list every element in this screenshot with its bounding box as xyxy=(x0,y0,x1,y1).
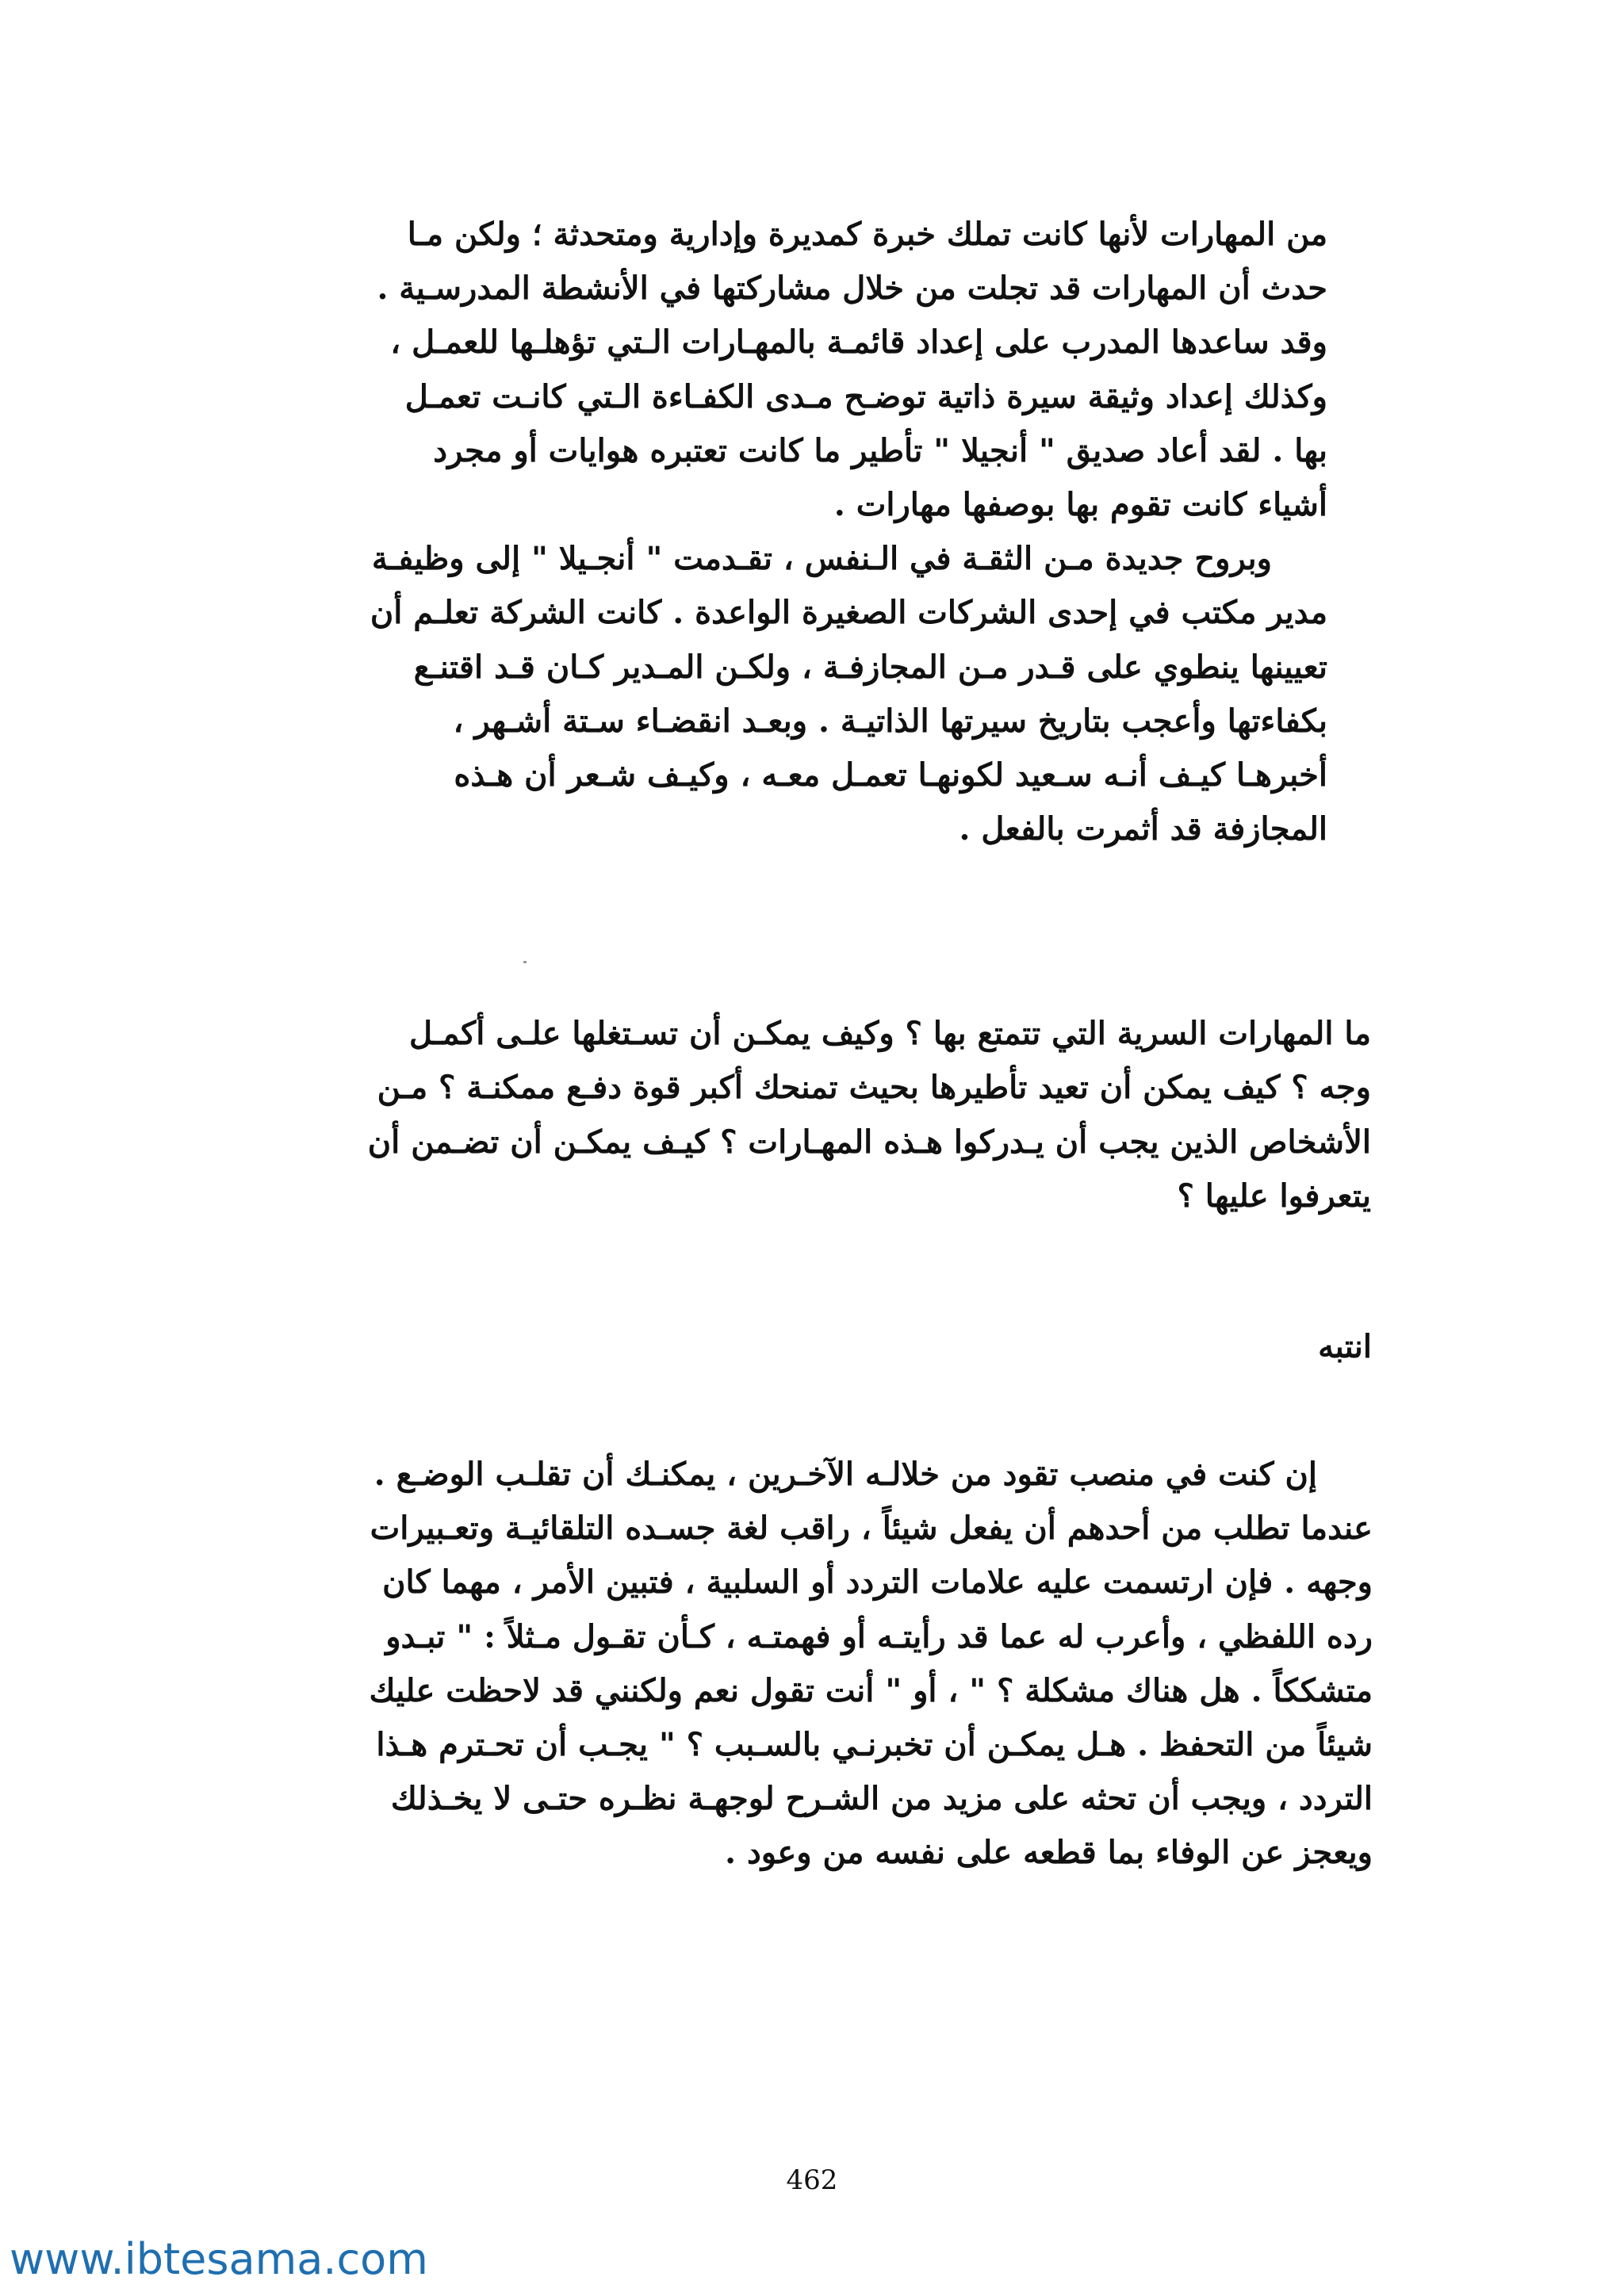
text-line: من المهارات لأنها كانت تملك خبرة كمديرة وإدارية ومتحدثة ؛ ولكن مـا xyxy=(407,216,1327,253)
website-watermark: www.ibtesama.com xyxy=(10,2234,428,2284)
text-line: حدث أن المهارات قد تجلت من خلال مشاركتها في الأنشطة المدرسـية . xyxy=(377,270,1327,308)
text-line: وجهه . فإن ارتسمت عليه علامات التردد أو السلبية ، فتبين الأمر ، مهما كان xyxy=(382,1563,1373,1601)
text-line: الأشخاص الذين يجب أن يـدركوا هـذه المهـارات ؟ كيـف يمكـن أن تضـمن أن xyxy=(367,1123,1371,1161)
text-line: أشياء كانت تقوم بها بوصفها مهارات . xyxy=(833,485,1327,523)
scan-speck xyxy=(523,961,527,963)
text-line: التردد ، ويجب أن تحثه على مزيد من الشـرح لوجهـة نظـره حتـى لا يخـذلك xyxy=(390,1780,1373,1818)
text-line: أخبرهـا كيـف أنـه سـعيد لكونهـا تعمـل معـه ، وكيـف شـعر أن هـذه xyxy=(454,756,1327,794)
text-line: تعيينها ينطوي على قـدر مـن المجازفـة ، ولكـن المـدير كـان قـد اقتنـع xyxy=(413,648,1327,686)
text-line: بكفاءتها وأعجب بتاريخ سيرتها الذاتيـة . وبعـد انقضـاء سـتة أشـهر ، xyxy=(453,702,1327,740)
text-line: بها . لقد أعاد صديق " أنجيلا " تأطير ما كانت تعتبره هوايات أو مجرد xyxy=(433,431,1327,469)
text-line: وجه ؟ كيف يمكن أن تعيد تأطيرها بحيث تمنحك أكبر قوة دفـع ممكنـة ؟ مـن xyxy=(377,1069,1371,1107)
text-line: يتعرفوا عليها ؟ xyxy=(1177,1177,1371,1215)
attention-paragraph xyxy=(271,1448,1373,1881)
text-line: متشككاً . هل هناك مشكلة ؟ " ، أو " أنت تقول نعم ولكنني قد لاحظت عليك xyxy=(369,1671,1373,1709)
page-number: 462 xyxy=(786,2164,838,2196)
text-line: ما المهارات السرية التي تتمتع بها ؟ وكيف يمكـن أن تسـتغلها علـى أكمـل xyxy=(409,1015,1371,1052)
story-paragraphs xyxy=(325,208,1327,856)
text-line: وقد ساعدها المدرب على إعداد قائمـة بالمهـارات الـتي تؤهلـها للعمـل ، xyxy=(390,323,1327,362)
section-heading: انتبه xyxy=(1318,1328,1372,1365)
questions-paragraph xyxy=(274,1007,1371,1223)
text-line: وكذلك إعداد وثيقة سيرة ذاتية توضـح مـدى الكفـاءة الـتي كانـت تعمـل xyxy=(404,377,1327,415)
text-line: مدير مكتب في إحدى الشركات الصغيرة الواعدة . كانت الشركة تعلـم أن xyxy=(370,594,1327,632)
text-line: عندما تطلب من أحدهم أن يفعل شيئاً ، راقب لغة جسـده التلقائيـة وتعـبيرات xyxy=(370,1510,1373,1548)
text-line: المجازفة قد أثمرت بالفعل . xyxy=(959,810,1327,848)
text-line: إن كنت في منصب تقود من خلالـه الآخـرين ، يمكنـك أن تقلـب الوضـع . xyxy=(373,1456,1317,1493)
text-line: ويعجز عن الوفاء بما قطعه على نفسه من وعود . xyxy=(725,1834,1373,1872)
text-line: شيئاً من التحفظ . هـل يمكـن أن تخبرنـي بالسـبب ؟ " يجـب أن تحـترم هـذا xyxy=(376,1725,1373,1763)
text-line: وبروح جديدة مـن الثقـة في الـنفس ، تقـدمت " أنجـيلا " إلى وظيفـة xyxy=(371,540,1272,578)
text-line: رده اللفظي ، وأعرب له عما قد رأيتـه أو فهمتـه ، كـأن تقـول مـثلاً : " تبـدو xyxy=(385,1617,1373,1655)
